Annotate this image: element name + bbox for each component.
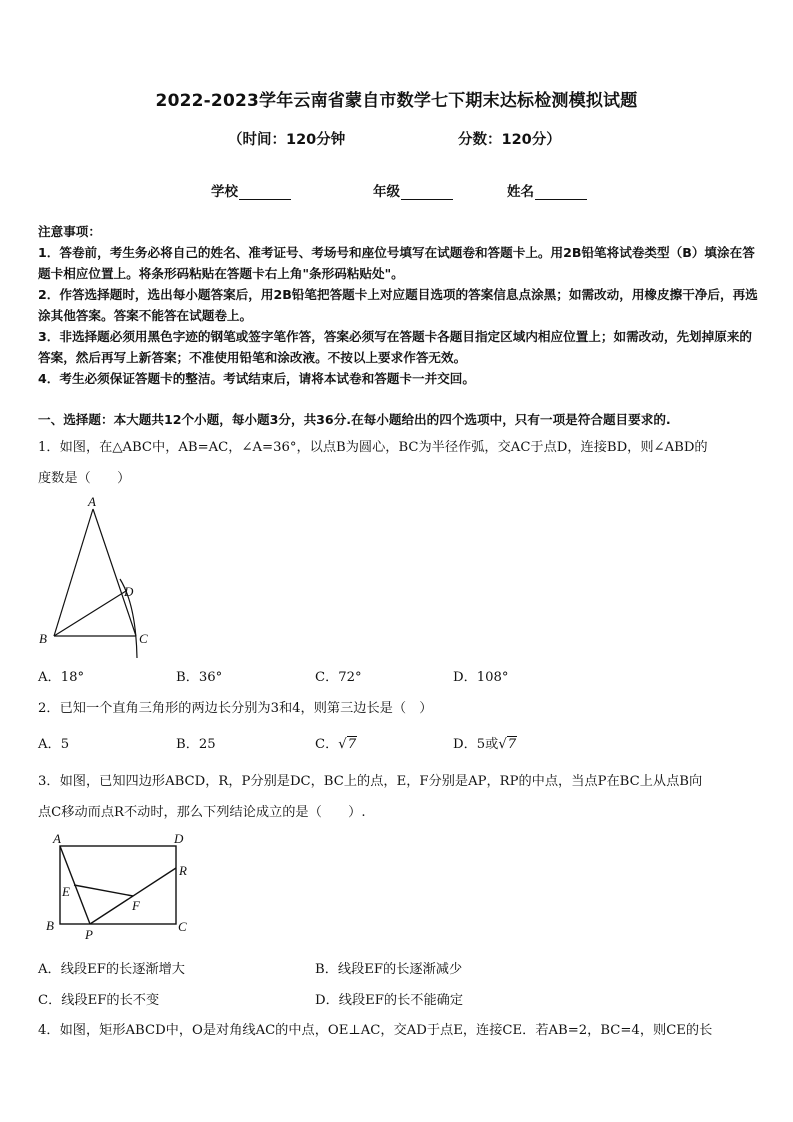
school-label: 学校 bbox=[211, 184, 238, 200]
q3-stem-line1: 3．如图，已知四边形ABCD，R，P分别是DC，BC上的点，E，F分别是AP，RP的中点，当点P在BC上从点B向 bbox=[38, 774, 703, 789]
notice-item: 4．考生必须保证答题卡的整洁。考试结束后，请将本试卷和答题卡一并交回。 bbox=[38, 371, 475, 386]
segment-ef bbox=[74, 885, 133, 896]
name-label: 姓名 bbox=[507, 184, 534, 200]
grade-label: 年级 bbox=[373, 184, 400, 200]
q1-stem-line2: 度数是（ ） bbox=[38, 471, 131, 486]
label-b: B bbox=[46, 918, 54, 933]
label-a: A bbox=[88, 494, 96, 509]
label-f: F bbox=[132, 898, 140, 913]
notice-block bbox=[38, 221, 760, 389]
sqrt-7: √7 bbox=[498, 737, 517, 752]
section-heading: 一、选择题：本大题共12个小题，每小题3分，共36分.在每小题给出的四个选项中，只有一项是符合题目要求的. bbox=[38, 412, 671, 427]
notice-item: 3．非选择题必须用黑色字迹的钢笔或签字笔作答，答案必须写在答题卡各题目指定区域内相应位置上；如需改动，先划掉原来的答案，然后再写上新答案；不准使用铅笔和涂改液。不按以上要求作答无效。 bbox=[38, 329, 753, 365]
q3-option-b: B．线段EF的长逐渐减少 bbox=[315, 962, 463, 977]
exam-time: （时间：120分钟 bbox=[228, 132, 346, 148]
q3-stem-line2: 点C移动而点R不动时，那么下列结论成立的是（ ）. bbox=[38, 805, 366, 820]
q2-option-a: A．5 bbox=[38, 737, 70, 752]
school-blank bbox=[239, 185, 291, 200]
label-e: E bbox=[62, 884, 70, 899]
q1-option-d: D．108° bbox=[453, 670, 509, 685]
label-d: D bbox=[174, 831, 184, 846]
sqrt-7: √7 bbox=[338, 737, 357, 752]
q1-option-b: B．36° bbox=[176, 670, 223, 685]
school-field bbox=[211, 180, 291, 200]
label-p: P bbox=[85, 927, 93, 942]
q3-option-c: C．线段EF的长不变 bbox=[38, 993, 160, 1008]
segment-bd bbox=[54, 591, 126, 636]
q4-stem-line1: 4．如图，矩形ABCD中，O是对角线AC的中点，OE⊥AC，交AD于点E，连接CE．若AB=2，BC=4，则CE的长 bbox=[38, 1023, 713, 1038]
q1-option-a: A．18° bbox=[38, 670, 85, 685]
label-d: D bbox=[124, 584, 134, 599]
grade-blank bbox=[401, 185, 453, 200]
q2-stem: 2．已知一个直角三角形的两边长分别为3和4，则第三边长是（ ） bbox=[38, 701, 433, 716]
grade-field bbox=[373, 180, 453, 200]
name-blank bbox=[535, 185, 587, 200]
name-field bbox=[507, 180, 587, 200]
q2-option-d: D．5或√7 bbox=[453, 737, 517, 752]
q3-option-a: A．线段EF的长逐渐增大 bbox=[38, 962, 185, 977]
label-a: A bbox=[53, 831, 61, 846]
notice-item: 2．作答选择题时，选出每小题答案后，用2B铅笔把答题卡上对应题目选项的答案信息点涂黑；如需改动，用橡皮擦干净后，再选涂其他答案。答案不能答在试题卷上。 bbox=[38, 287, 758, 323]
exam-score: 分数：120分） bbox=[458, 132, 561, 148]
q1-triangle-figure bbox=[36, 493, 156, 661]
q2-option-c: C．√7 bbox=[315, 737, 357, 752]
side-ab bbox=[54, 509, 93, 636]
label-c: C bbox=[178, 919, 187, 934]
q1-option-c: C．72° bbox=[315, 670, 362, 685]
side-ac bbox=[93, 509, 136, 636]
q3-quadrilateral-figure bbox=[44, 828, 204, 944]
label-r: R bbox=[179, 863, 187, 878]
q2-option-b: B．25 bbox=[176, 737, 216, 752]
q3-option-d: D．线段EF的长不能确定 bbox=[315, 993, 464, 1008]
q1-stem-line1: 1．如图，在△ABC中，AB=AC，∠A=36°，以点B为圆心，BC为半径作弧，交AC于点D，连接BD，则∠ABD的 bbox=[38, 440, 708, 455]
page-title: 2022-2023学年云南省蒙自市数学七下期末达标检测模拟试题 bbox=[155, 91, 638, 111]
label-c: C bbox=[139, 631, 148, 646]
notice-heading: 注意事项： bbox=[38, 224, 101, 239]
label-b: B bbox=[39, 631, 47, 646]
notice-item: 1．答卷前，考生务必将自己的姓名、准考证号、考场号和座位号填写在试题卷和答题卡上。用2B铅笔将试卷类型（B）填涂在答题卡相应位置上。将条形码粘贴在答题卡右上角"条形码粘贴处"。 bbox=[38, 245, 755, 281]
